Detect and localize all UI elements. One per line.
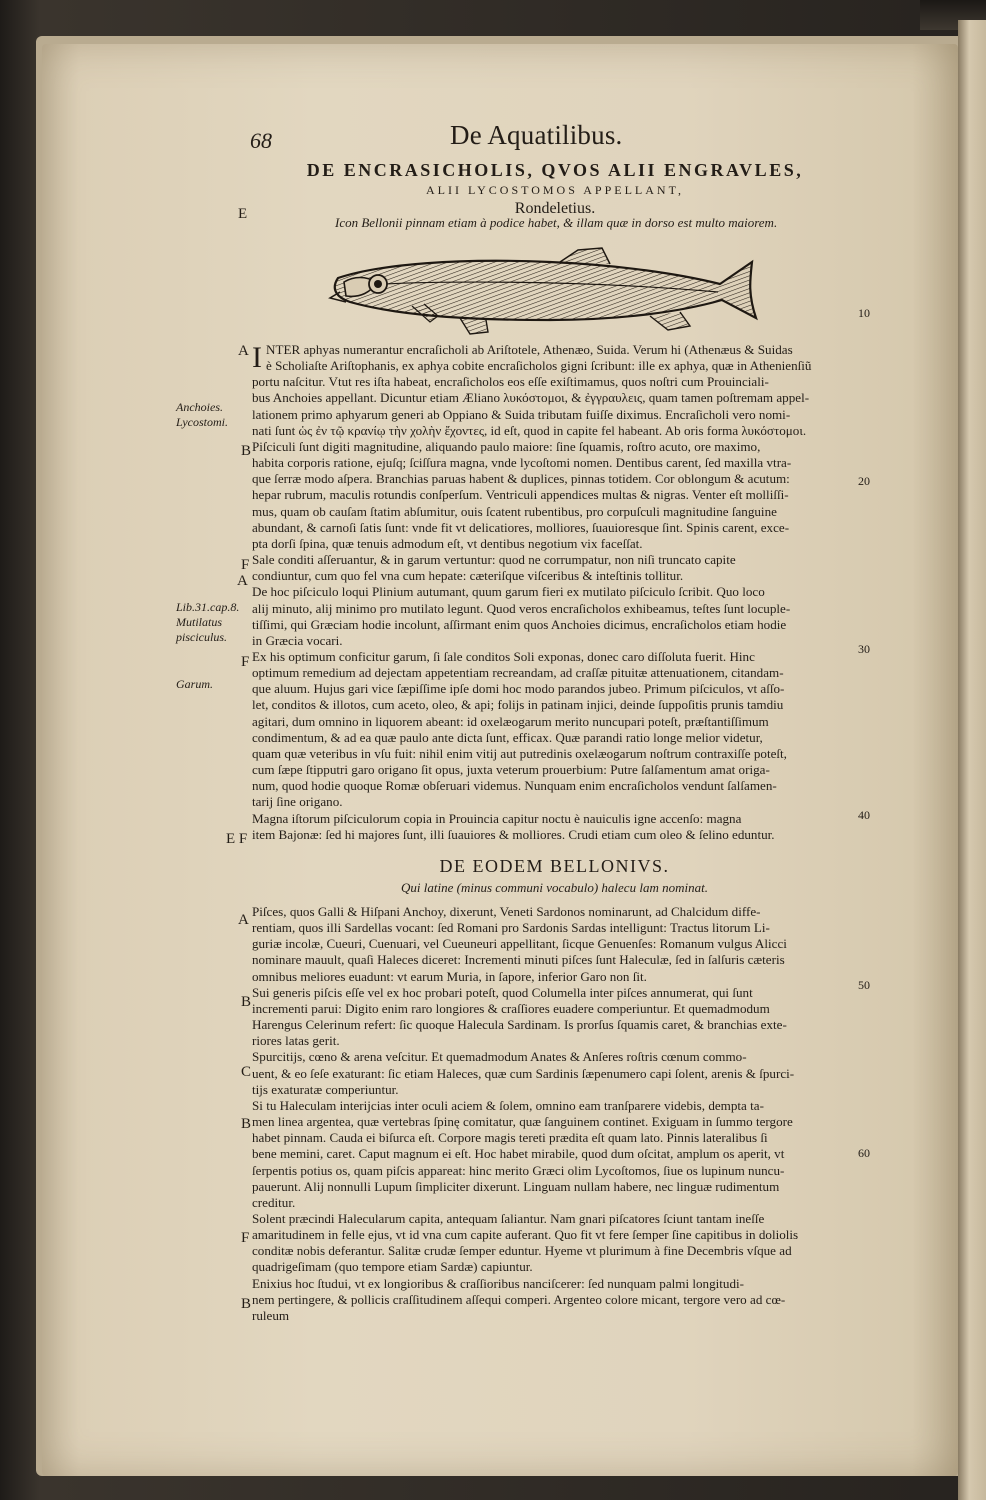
text-line: amaritudinem in felle ejus, vt id vna cum capite auferant. Quo fit vt fere ſemper ſine capitibus in doliolis: [252, 1227, 799, 1243]
margin-marker-c: C: [241, 1064, 252, 1080]
text-line: Sale conditi aſſeruantur, & in garum vertuntur: quod ne corrumpatur, non niſi truncato capite: [252, 552, 736, 568]
section2-subheading: Qui latine (minus communi vocabulo) halecu lam nominat.: [401, 880, 708, 895]
text-line: optimum remedium ad dejectam appetentiam recreandam, ad craſſæ pituitæ attenuationem, citandam-: [252, 665, 784, 681]
text-line: hepar rubrum, maculis rotundis conſperſum. Ventriculi appendices multas & nigras. Venter eſt molliſſi-: [252, 487, 789, 503]
text-line: habita corporis ratione, ejuſq; ſciſſura magna, vnde lycoſtomi nomen. Dentibus carent, ſed maxilla vtra-: [252, 455, 792, 471]
line-number: 60: [858, 1146, 870, 1160]
text-line: alij minuto, alij minimo pro mutilato legunt. Quod veros encraſicholos exhibeamus, teſtes ſunt locuple-: [252, 600, 791, 616]
text-line: abundant, & carnoſi ſatis ſunt: vnde fit vt delicatiores, molliores, ſuauioresque ſint. Spinis carent, exce-: [252, 519, 790, 535]
text-line: creditur.: [252, 1194, 296, 1210]
side-note-line: Mutilatus: [176, 615, 223, 629]
text-line: Ex his optimum conficitur garum, ſi ſale conditos Soli exponas, donec caro diſſoluta fuerit. Hinc: [252, 648, 755, 664]
text-line: tiſſimi, qui Græciam hodie incolunt, aſſirmant enim quos Anchoies dicimus, encraſicholos etiam hodie: [252, 616, 787, 632]
text-line: Sui generis piſcis eſſe vel ex hoc probari poteſt, quod Columella inter piſces annumerat, qui ſunt: [252, 984, 753, 1000]
side-note-garum: Garum.: [176, 677, 214, 691]
text-line: Piſces, quos Galli & Hiſpani Anchoy, dixerunt, Veneti Sardonos nominarunt, ad Chalcidum diffe-: [252, 904, 761, 919]
text-line: Spurcitijs, cœno & arena veſcitur. Et quemadmodum Anates & Anſeres roſtris cœnum commo-: [252, 1049, 747, 1065]
text-line: quam quæ veteribus in vſu fuit: nihil enim vitij aut putredinis oxelæogarum noſtrum contraxiſſe poteſt,: [252, 745, 787, 761]
text-line: condimentum, & ad ea quæ paulo ante dicta ſunt, efficax. Quæ parandi ratio longe melior videtur,: [252, 729, 763, 745]
side-note-line: pisciculus.: [176, 630, 227, 644]
text-line: omnibus meliores euadunt: vt earum Muria, in ſapore, inferior Garo non ſit.: [252, 968, 647, 984]
text-line: guriæ incolæ, Cueuri, Cuenuari, vel Cueuneuri appellitant, ſicque Genuenſes: Romanum vulgus Alicci: [252, 936, 787, 952]
chapter-subtitle: ALII LYCOSTOMOS APPELLANT,: [425, 183, 685, 197]
text-line: portu naſcitur. Vtut res iſta habeat, encraſicholos eos eſſe exiſtimamus, quos noſtri cum Prouinciali-: [252, 374, 769, 390]
line-number: 20: [858, 474, 870, 488]
text-line: que aluum. Hujus gari vice ſæpiſſime ipſe domi hoc modo parandos jubeo. Primum piſciculos, vt aſſo-: [252, 681, 785, 697]
margin-marker-f: F: [241, 557, 250, 573]
margin-marker-ef: E F: [226, 831, 248, 847]
text-line: mus, quam ob cauſam ſtatim abſumitur, ouis ſcatent rubentibus, pro corpuſculi magnitudine ſanguine: [252, 503, 777, 519]
text-line: Si tu Haleculam interijcias inter oculi aciem & ſolem, omnino eam tranſparere videbis, dempta ta-: [252, 1097, 764, 1113]
margin-marker-a: A: [237, 573, 248, 589]
side-note-anchoies: [176, 400, 228, 430]
text-line: Magna iſtorum piſciculorum copia in Prouincia capitur noctu è nauiculis igne accenſo: magna: [252, 810, 742, 826]
margin-marker-f: F: [241, 654, 250, 670]
running-head: De Aquatilibus.: [450, 120, 623, 150]
text-line: Harengus Celerinum refert: ſic quoque Halecula Sardinam. Is prorſus ſquamis caret, & branchias exte-: [252, 1017, 787, 1033]
text-line: riores latas gerit.: [252, 1033, 340, 1049]
chapter-title: DE ENCRASICHOLIS, QVOS ALII ENGRAVLES,: [306, 160, 804, 180]
side-note-lib: [176, 600, 239, 645]
page-number: 68: [250, 128, 272, 153]
text-line: rentiam, quos illi Sardellas vocant: ſed Romani pro Sardonis Sardas intelligunt: Tractus litorum Li-: [252, 920, 770, 936]
chapter-author: Rondeletius.: [514, 200, 596, 217]
text-line: lationem primo aphyarum generi ab Oppiano & Suida tributam fuiſſe diximus. Encraſicholi vero nomi-: [252, 406, 791, 422]
text-line: Solent præcindi Halecularum capita, antequam ſaliantur. Nam gnari piſcatores ſciunt tantam ineſſe: [252, 1210, 765, 1226]
side-note-line: Lib.31.cap.8.: [176, 600, 240, 614]
text-line: num, quod hodie quoque Romæ obſeruari videmus. Nunquam enim encraſicholos vendunt ſalſamen-: [252, 778, 777, 794]
line-number: 50: [858, 978, 870, 992]
text-line: agitari, dum omnino in liquorem abeant: id oxelæogarum merito nuncupari poteſt, præſtantiſſimum: [252, 713, 769, 729]
text-line: bus Anchoies appellant. Dicuntur etiam Æliano λυκόστομοι, & ἐγγραυλεις, quam tamen poſtremam appel-: [252, 390, 810, 406]
text-line: incrementi parui: Digito enim raro longiores & craſſiores euadere comperiuntur. Et quemadmodum: [252, 1000, 770, 1016]
section2-body: [252, 904, 857, 1324]
text-line: Enixius hoc ſtudui, vt ex longioribus & craſſioribus nanciſcerer: ſed nunquam palmi longitudi-: [252, 1275, 745, 1291]
text-line: habet pinnam. Cauda ei biſurca eſt. Corpore magis tereti prædita eſt quam lato. Pinnis lateralibus ſi: [252, 1130, 768, 1146]
margin-marker-a: A: [238, 912, 249, 928]
line-number: 30: [858, 642, 870, 656]
margin-marker-a: A: [238, 343, 249, 359]
text-line: uent, & eo ſeſe exaturant: ſic etiam Haleces, quæ cum Sardinis ſæpenumero capi ſolent, arenis & ſpurci-: [252, 1065, 795, 1081]
section2-lines: [252, 904, 857, 1324]
text-line: men linea argentea, quæ vertebras ſpinę comitatur, quæ ſanguinem continet. Exiguam in ſummo tergore: [252, 1114, 793, 1130]
text-line: ruleum: [252, 1307, 290, 1323]
text-line: let, conditos & illotos, cum aceto, oleo, & api; folijs in patinam injici, deinde ſuppoſitis prunis tamdiu: [252, 697, 784, 713]
margin-marker-b: B: [241, 443, 252, 459]
text-line: quadrigeſimam (quo tempore etiam Sardæ) capiuntur.: [252, 1259, 533, 1275]
text-line: Piſciculi ſunt digiti magnitudine, aliquando paulo maiore: ſine ſquamis, roſtro acuto, ore maximo,: [252, 438, 761, 454]
text-line: tijs exaturatæ comperiuntur.: [252, 1081, 399, 1097]
text-line: pauerunt. Alij nonnulli Lupum ſimpliciter dixerunt. Linguam nullam habere, nec linguæ rudimentum: [252, 1178, 780, 1194]
text-line: in Græcia vocari.: [252, 632, 343, 648]
side-note-line: Lycostomi.: [176, 415, 228, 429]
anchovy-woodcut-illustration: [320, 236, 770, 344]
text-line: nati ſunt ὡς ἐν τῷ κρανίῳ τὴν χολὴν ἔχοντες, id eſt, quod in capite fel habeant. Ab oris forma λυκόστομοι.: [252, 422, 807, 438]
section1-lines: [252, 342, 857, 843]
margin-marker-f: F: [241, 1230, 250, 1246]
margin-marker-b: B: [241, 1296, 252, 1312]
drop-cap: I: [252, 341, 262, 374]
text-line: item Bajonæ: ſed hi majores ſunt, illi ſuauiores & molliores. Crudi etiam cum oleo & ſelino eduntur.: [252, 826, 775, 842]
figure-caption: Icon Bellonii pinnam etiam à podice habet, & illam quæ in dorso est multo maiorem.: [335, 215, 778, 230]
text-line: NTER aphyas numerantur encraſicholi ab Ariſtotele, Athenæo, Suida. Verum hi (Athenæus & Suidas: [266, 342, 793, 357]
text-line: tarij ſine origano.: [252, 794, 343, 810]
text-line: pta dorſi ſpina, quæ tenuis admodum eſt, vt dentibus negotium vix faceſſat.: [252, 535, 643, 551]
margin-marker-e: E: [238, 206, 248, 222]
side-note-line: Anchoies.: [176, 400, 223, 414]
text-line: que ſerræ modo aſpera. Branchias paruas habent & duplices, pinnas totidem. Cor oblongum & acutum:: [252, 471, 790, 487]
margin-marker-b: B: [241, 1116, 252, 1132]
text-line: bene memini, caret. Caput magnum ei eſt. Hoc habet mirabile, quod dum oſcitat, amplum os aperit, vt: [252, 1146, 785, 1162]
margin-marker-b: B: [241, 994, 252, 1010]
text-line: ſerpentis potius os, quam piſcis appareat: hinc merito Græci olim Lycoſtomos, ſiue os lupinum nuncu-: [252, 1162, 785, 1178]
text-line: nem pertingere, & pollicis craſſitudinem aſſequi comperi. Argenteo colore micant, tergore vero ad cœ-: [252, 1291, 786, 1307]
section1-body: [252, 342, 857, 843]
text-line: condiuntur, cum quo fel vna cum hepate: cæteriſque viſceribus & inteſtinis tollitur.: [252, 568, 684, 584]
text-line: nominare mauult, quaſi Haleces diceret: Incrementi minuti piſces ſunt Haleculæ, ſed in ſalſuris cæteris: [252, 952, 785, 968]
facing-page-edge: [958, 20, 986, 1500]
text-line: è Scholiaſte Ariſtophanis, ex aphya cobite encraſicholos gigni ſcribunt: ille ex aphya, quæ in Athenienſiũ: [266, 358, 812, 374]
line-number: 10: [858, 306, 870, 320]
text-line: De hoc piſciculo loqui Plinium autumant, quum garum fieri ex mutilato piſciculo ſcribit. Quo loco: [252, 584, 765, 600]
text-line: cum ſæpe ſtipputri garo origano ſit opus, juxta veterum prouerbium: Putre ſalſamentum amat origa-: [252, 762, 770, 778]
line-number: 40: [858, 808, 870, 822]
section2-heading: DE EODEM BELLONIVS.: [439, 856, 670, 876]
text-line: conditæ nobis deferantur. Salitæ crudæ ſemper eduntur. Hyeme vt plurimum à fine Decembris vſque ad: [252, 1243, 792, 1259]
